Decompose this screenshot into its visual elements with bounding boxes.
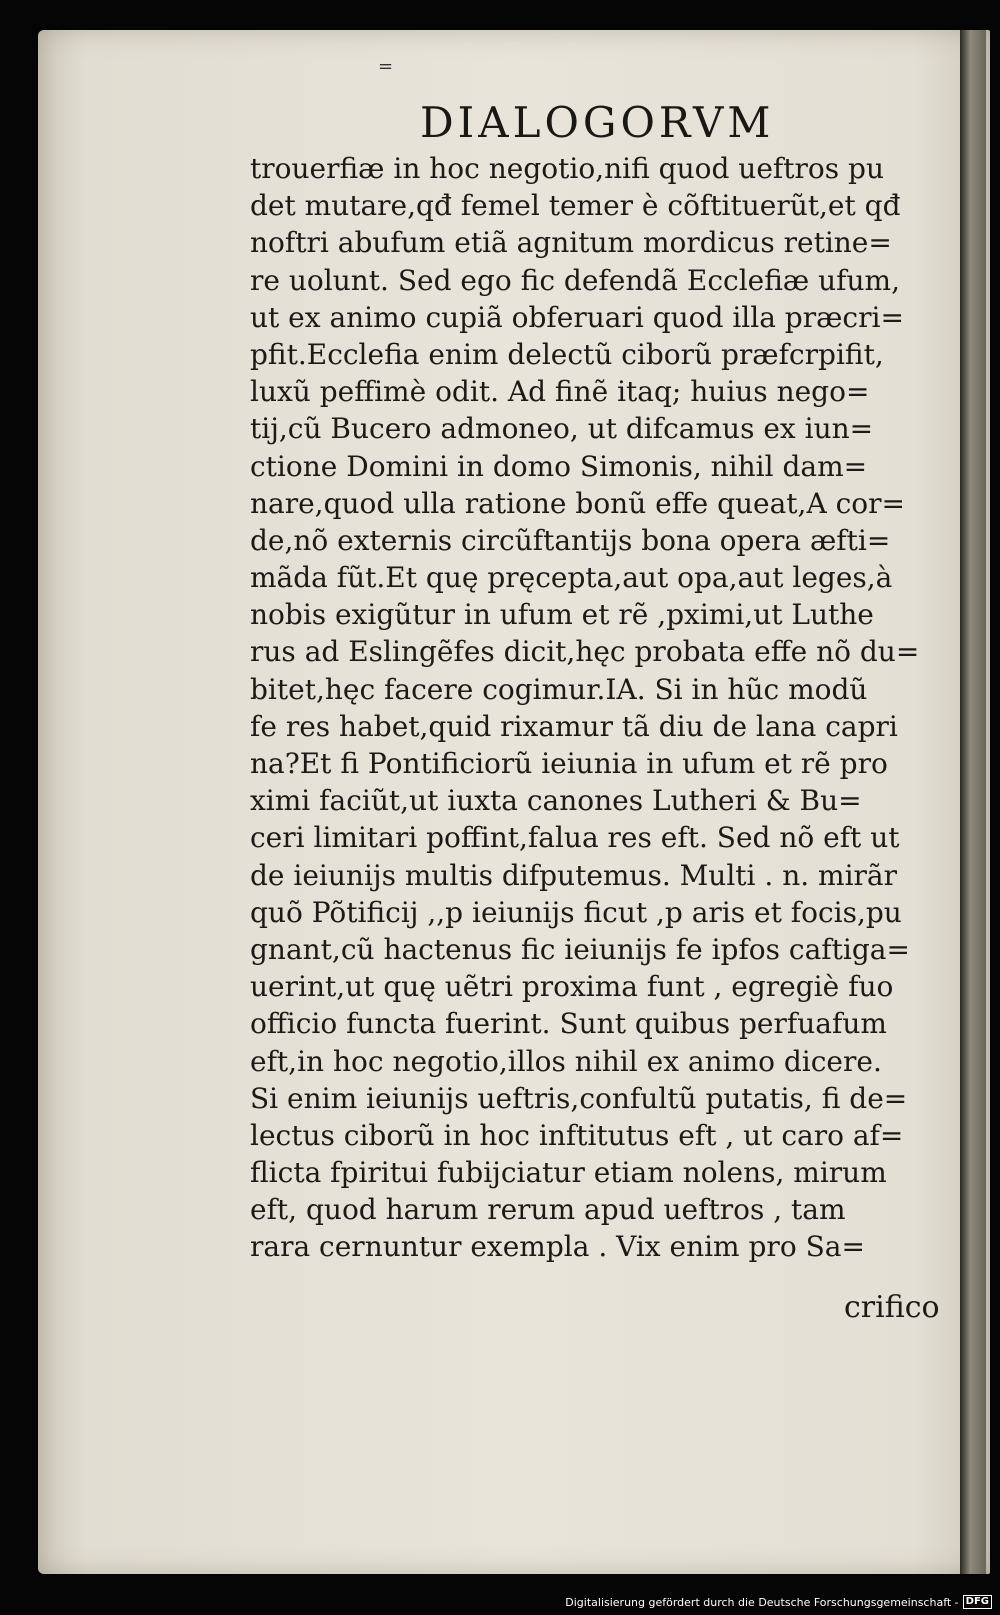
text-line: trouerfiæ in hoc negotio,nifi quod ueftros pu	[250, 152, 884, 185]
text-line: pfit.Ecclefia enim delectũ ciborũ præfcrpifit,	[250, 337, 884, 371]
digitization-credit	[565, 1593, 992, 1611]
text-line: flicta fpiritui fubijciatur etiam nolens, mirum	[250, 1156, 887, 1190]
text-line: uerint,ut quę uẽtri proxima funt , egregiè fuo	[250, 970, 894, 1004]
text-line: Si enim ieiunijs ueftris,confultũ putatis, fi de=	[250, 1081, 908, 1115]
text-line: quõ Põtificij ,,p ieiunijs ficut ,p aris et focis,pu	[250, 895, 902, 929]
text-line: tij,cũ Bucero admoneo, ut difcamus ex iun=	[250, 412, 874, 446]
text-line: de,nõ externis circũftantijs bona opera æfti=	[250, 523, 891, 557]
signature-mark: =	[378, 56, 394, 77]
running-head: DIALOGORVM	[420, 98, 775, 147]
text-line: fe res habet,quid rixamur tã diu de lana capri	[250, 709, 898, 743]
text-line: de ieiunijs multis difputemus. Multi . n. mirãr	[250, 858, 898, 892]
text-line: bitet,hęc facere cogimur.IA. Si in hũc modũ	[250, 672, 868, 706]
text-line: det mutare,qđ femel temer è cõftituerũt,et qđ	[250, 189, 901, 223]
text-line: gnant,cũ hactenus fic ieiunijs fe ipfos caftiga=	[250, 932, 910, 966]
text-line: ceri limitari poffint,falua res eft. Sed nõ eft ut	[250, 821, 900, 855]
text-line: lectus ciborũ in hoc inftitutus eft , ut caro af=	[250, 1118, 904, 1152]
body-text	[250, 150, 950, 1266]
text-line: nobis exigũtur in ufum et rẽ ,pximi,ut Luthe	[250, 598, 874, 632]
text-line: ctione Domini in domo Simonis, nihil dam=	[250, 449, 868, 483]
text-line: rus ad Eslingẽfes dicit,hęc probata effe nõ du=	[250, 635, 920, 669]
text-line: mãda fũt.Et quę pręcepta,aut opa,aut leges,à	[250, 561, 893, 595]
text-line: noftri abufum etiã agnitum mordicus retine=	[250, 226, 892, 260]
credit-text: Digitalisierung gefördert durch die Deutsche Forschungsgemeinschaft -	[565, 1595, 959, 1609]
text-line: luxũ peffimè odit. Ad finẽ itaq; huius nego=	[250, 375, 870, 409]
text-line: eft, quod harum rerum apud ueftros , tam	[250, 1193, 846, 1227]
text-line: ximi faciũt,ut iuxta canones Lutheri & Bu=	[250, 784, 862, 818]
text-line: re uolunt. Sed ego fic defendã Ecclefiæ ufum,	[250, 263, 900, 297]
text-line: rara cernuntur exempla . Vix enim pro Sa=	[250, 1230, 865, 1264]
text-line: eft,in hoc negotio,illos nihil ex animo dicere.	[250, 1044, 882, 1078]
text-line: ut ex animo cupiã obferuari quod illa præcri=	[250, 300, 904, 334]
text-line: officio functa fuerint. Sunt quibus perfuafum	[250, 1007, 887, 1041]
page-edge	[960, 30, 986, 1574]
text-line: nare,quod ulla ratione bonũ effe queat,A cor=	[250, 486, 905, 520]
dfg-logo: DFG	[963, 1595, 992, 1609]
catchword: crifico	[844, 1290, 940, 1325]
text-line: na?Et fi Pontificiorũ ieiunia in ufum et rẽ pro	[250, 747, 888, 780]
